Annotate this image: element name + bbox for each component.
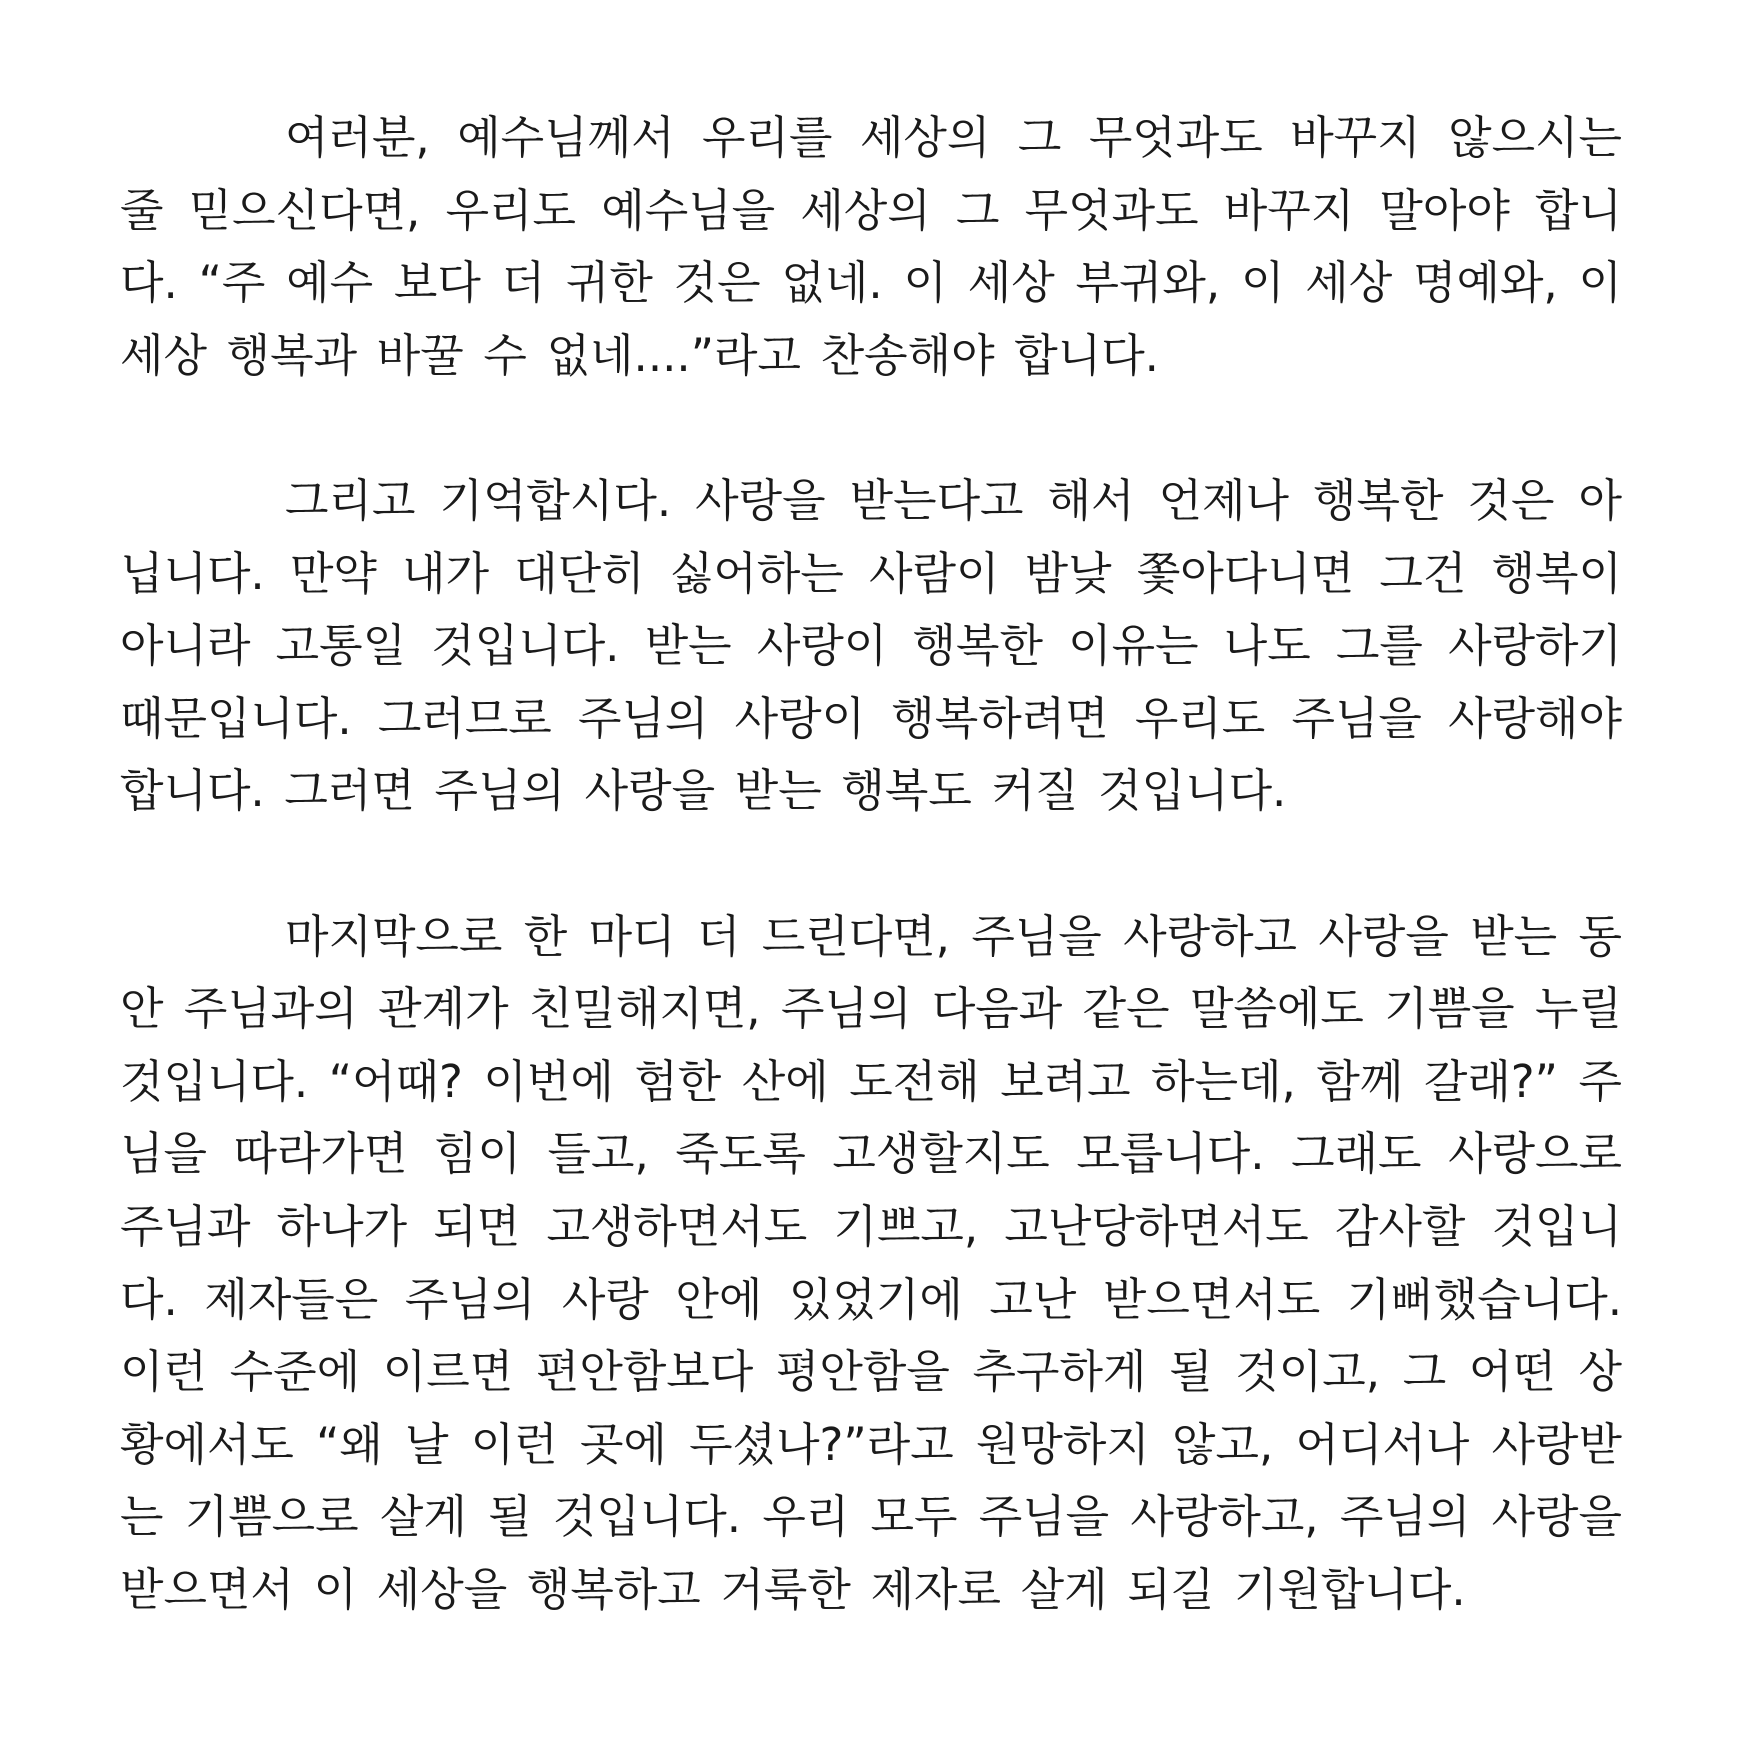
paragraph-2: 그리고 기억합시다. 사랑을 받는다고 해서 언제나 행복한 것은 아닙니다. 만약 내가 대단히 싫어하는 사람이 밤낮 쫓아다니면 그건 행복이 아니라 고통일 것입니다. 받는 사랑이 행복한 이유는 나도 그를 사랑하기 때문입니다. 그러므로 주님의 사랑이 행복하려면 우리도 주님을 사랑해야 합니다. 그러면 주님의 사랑을 받는 행복도 커질 것입니다.	[120, 473, 1622, 818]
document-page	[120, 102, 1622, 1626]
paragraph-3: 마지막으로 한 마디 더 드린다면, 주님을 사랑하고 사랑을 받는 동안 주님과의 관계가 친밀해지면, 주님의 다음과 같은 말씀에도 기쁨을 누릴 것입니다. “어때? 이번에 험한 산에 도전해 보려고 하는데, 함께 갈래?” 주님을 따라가면 힘이 들고, 죽도록 고생할지도 모릅니다. 그래도 사랑으로 주님과 하나가 되면 고생하면서도 기쁘고, 고난당하면서도 감사할 것입니다. 제자들은 주님의 사랑 안에 있었기에 고난 받으면서도 기뻐했습니다. 이런 수준에 이르면 편안함보다 평안함을 추구하게 될 것이고, 그 어떤 상황에서도 “왜 날 이런 곳에 두셨나?”라고 원망하지 않고, 어디서나 사랑받는 기쁨으로 살게 될 것입니다. 우리 모두 주님을 사랑하고, 주님의 사랑을 받으면서 이 세상을 행복하고 거룩한 제자로 살게 되길 기원합니다.	[120, 909, 1622, 1616]
paragraph-1: 여러분, 예수님께서 우리를 세상의 그 무엇과도 바꾸지 않으시는 줄 믿으신다면, 우리도 예수님을 세상의 그 무엇과도 바꾸지 말아야 합니다. “주 예수 보다 더 귀한 것은 없네. 이 세상 부귀와, 이 세상 명예와, 이 세상 행복과 바꿀 수 없네....”라고 찬송해야 합니다.	[120, 111, 1622, 382]
